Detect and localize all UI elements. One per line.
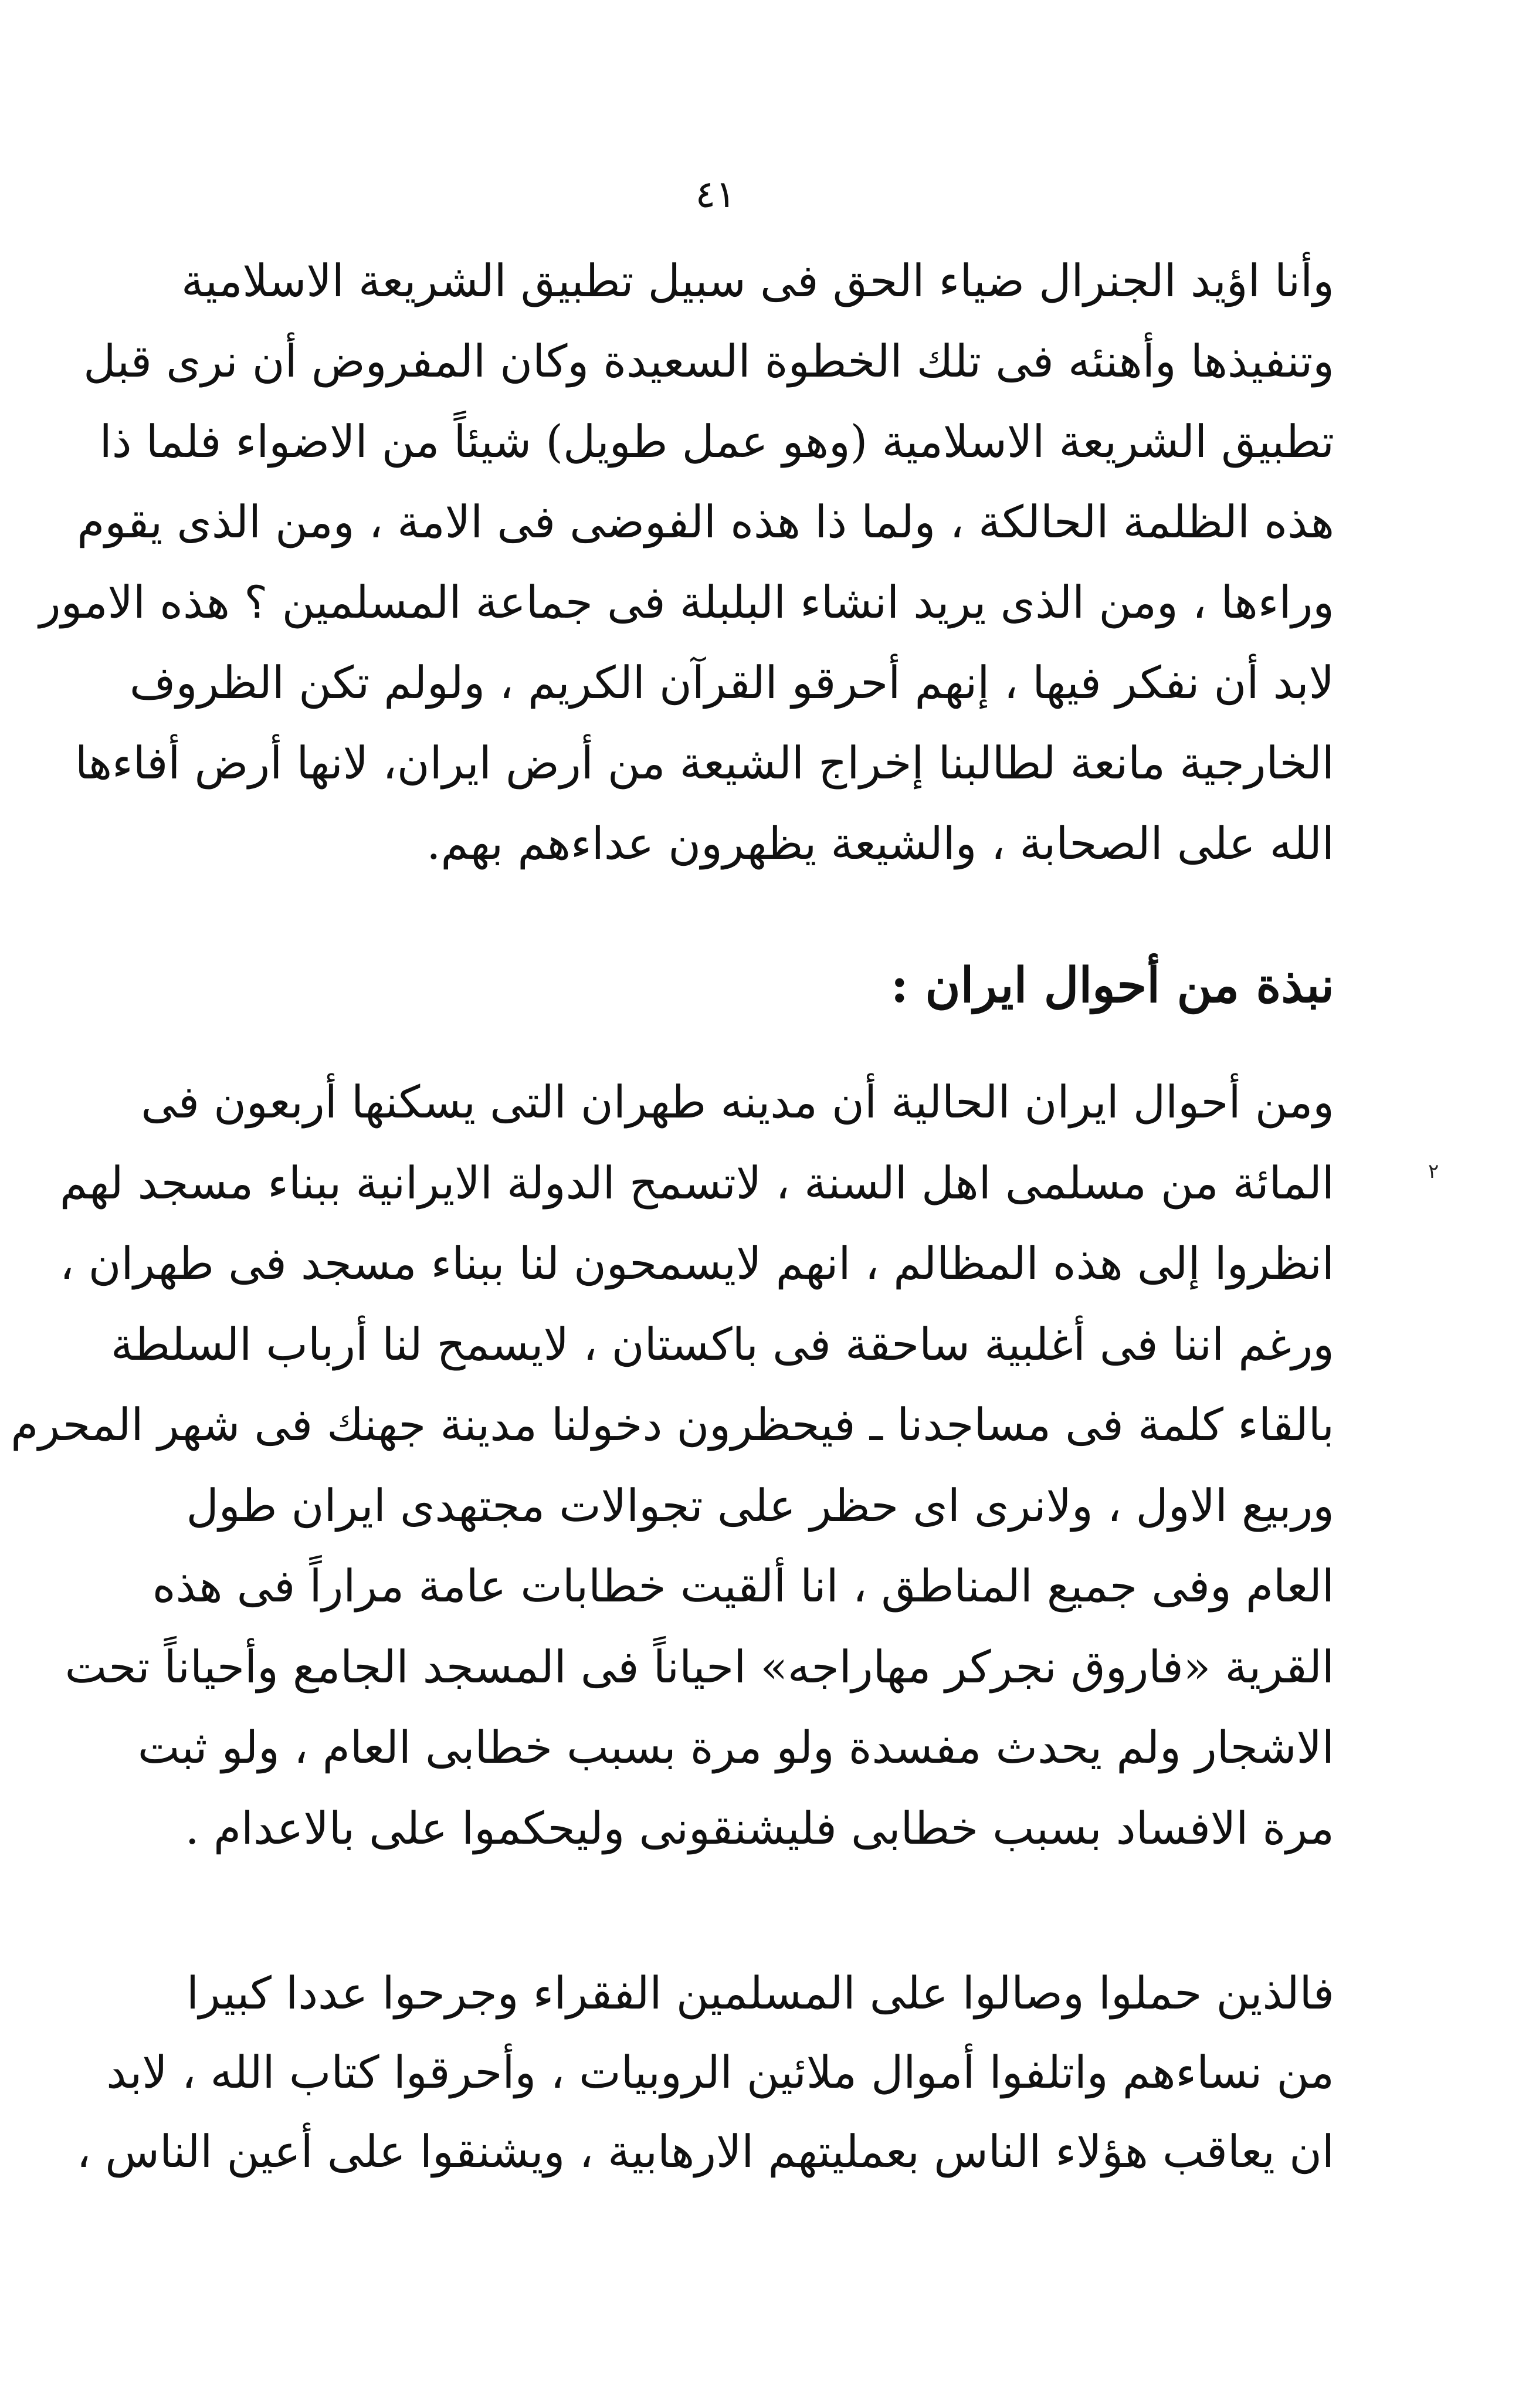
page-number: ٤١ [695,173,736,216]
paragraph-line: المائة من مسلمى اهل السنة ، لاتسمح الدولة الايرانية ببناء مسجد لهم [59,1156,1334,1209]
paragraph-line: بالقاء كلمة فى مساجدنا ـ فيحظرون دخولنا مدينة جهنك فى شهر المحرم [11,1398,1334,1451]
paragraph-line: وربيع الاول ، ولانرى اى حظر على تجوالات مجتهدى ايران طول [186,1479,1334,1532]
paragraph-line: الاشجار ولم يحدث مفسدة ولو مرة بسبب خطابى العام ، ولو ثبت [137,1721,1334,1773]
paragraph-line: الله على الصحابة ، والشيعة يظهرون عداءهم بهم. [426,817,1334,869]
paragraph-line: وأنا اؤيد الجنرال ضياء الحق فى سبيل تطبيق الشريعة الاسلامية [181,255,1334,307]
paragraph-line: انظروا إلى هذه المظالم ، انهم لايسمحون لنا ببناء مسجد فى طهران ، [59,1237,1334,1289]
paragraph-line: وراءها ، ومن الذى يريد انشاء البلبلة فى جماعة المسلمين ؟ هذه الامور [39,576,1334,628]
paragraph-line: مرة الافساد بسبب خطابى فليشنقونى وليحكموا على بالاعدام . [185,1801,1334,1854]
paragraph-line: ان يعاقب هؤلاء الناس بعمليتهم الارهابية ، ويشنقوا على أعين الناس ، [76,2125,1334,2177]
paragraph-line: من نساءهم واتلفوا أموال ملائين الروبيات ، وأحرقوا كتاب الله ، لابد [106,2046,1334,2098]
closing-paragraph [76,1953,1334,2191]
paragraph-line: تطبيق الشريعة الاسلامية (وهو عمل طويل) شيئاً من الاضواء فلما ذا [99,415,1334,468]
paragraph-line: ومن أحوال ايران الحالية أن مدينه طهران التى يسكنها أربعون فى [141,1076,1334,1128]
paragraph-line: الخارجية مانعة لطالبنا إخراج الشيعة من أرض ايران، لانها أرض أفاءها [74,737,1334,789]
section-heading: نبذة من أحوال ايران : [890,957,1334,1014]
paragraph-line: لابد أن نفكر فيها ، إنهم أحرقو القرآن الكريم ، ولولم تكن الظروف [129,656,1334,709]
iran-conditions-paragraph [11,1062,1334,1868]
paragraph-line: العام وفى جميع المناطق ، انا ألقيت خطابات عامة مراراً فى هذه [152,1560,1334,1612]
paragraph-line: وتنفيذها وأهنئه فى تلك الخطوة السعيدة وكان المفروض أن نرى قبل [83,335,1334,387]
intro-paragraph [39,241,1334,883]
paragraph-line: هذه الظلمة الحالكة ، ولما ذا هذه الفوضى فى الامة ، ومن الذى يقوم [77,496,1334,548]
paragraph-line: القرية «فاروق نجركر مهاراجه» احياناً فى المسجد الجامع وأحياناً تحت [65,1640,1334,1693]
paragraph-line: ورغم اننا فى أغلبية ساحقة فى باكستان ، لايسمح لنا أرباب السلطة [110,1318,1334,1370]
margin-mark: ٢ [1428,1160,1439,1183]
paragraph-line: فالذين حملوا وصالوا على المسلمين الفقراء وجرحوا عددا كبيرا [186,1967,1334,2019]
